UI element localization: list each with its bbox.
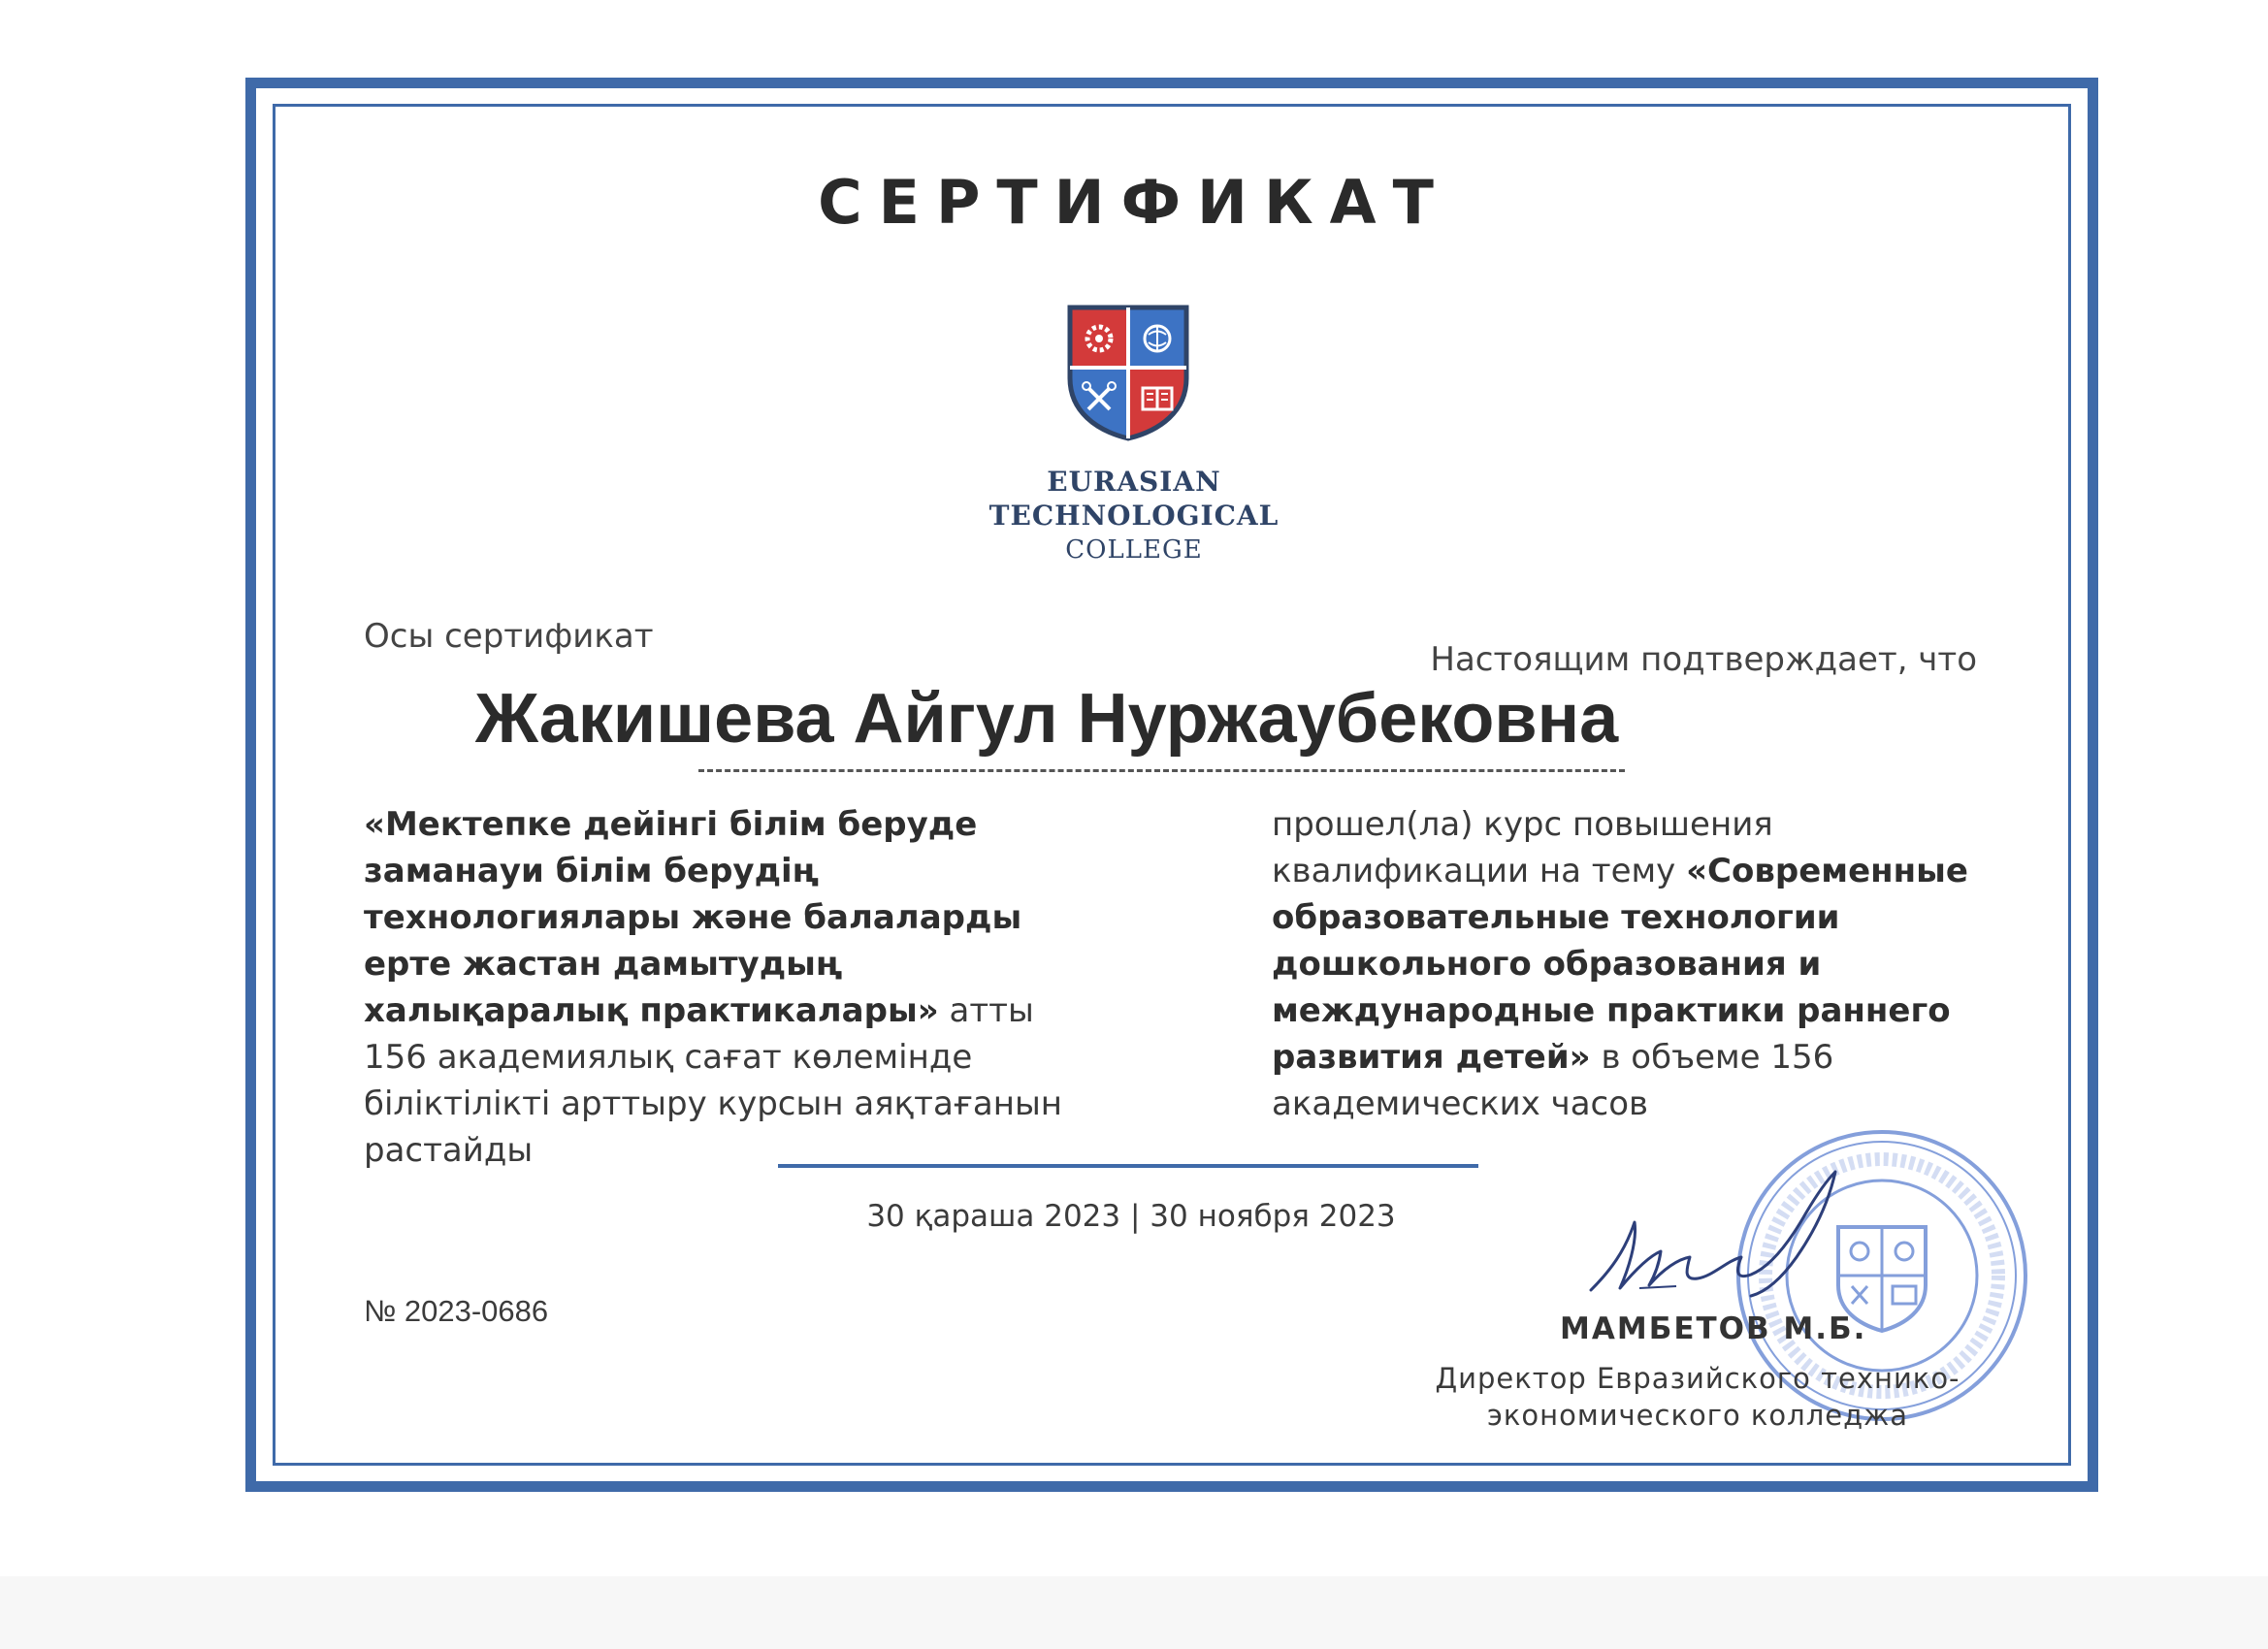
kazakh-course-title: «Мектепке дейінгі білім беруде заманауи білім берудің технологиялары және балаларды ерте жастан дамытудың халықаралық практикалары» [364,805,1022,1030]
logo-line-3: COLLEGE [1065,535,1203,565]
russian-course-title: «Современные образовательные технологии дошкольного образования и международные практики раннего развития детей» [1272,852,1968,1077]
signatory-name: МАМБЕТОВ М.Б. [1560,1311,1867,1346]
kazakh-description [364,801,1101,1174]
issue-date: 30 қараша 2023 | 30 ноября 2023 [866,1199,1396,1234]
college-crest-icon [1065,303,1191,443]
russian-description-lead: прошел(ла) курс повышения квалификации на тему [1272,805,1773,890]
russian-description-rest: в объеме 156 академических часов [1272,1038,1834,1123]
signatory-role [1426,1360,1969,1434]
certificate-number: № 2023-0686 [364,1294,549,1328]
logo-line-2: TECHNOLOGICAL [988,500,1280,532]
intro-russian: Настоящим подтверждает, что [1430,640,1977,679]
kazakh-description-rest: атты 156 академиялық сағат көлемінде біліктілікті арттыру курсын аяқтағанын растайды [364,991,1063,1170]
certificate-title: СЕРТИФИКАТ [818,167,1450,238]
divider-line [778,1164,1478,1168]
signatory-role-line-2: экономического колледжа [1486,1399,1909,1432]
name-underline [698,769,1625,772]
logo-line-1: EURASIAN [1047,466,1221,498]
director-signature [1581,1164,1853,1300]
recipient-name: Жакишева Айгул Нуржаубековна [474,680,1619,758]
signatory-role-line-1: Директор Евразийского технико- [1435,1362,1960,1395]
intro-kazakh: Осы сертификат [364,617,654,656]
russian-description [1272,801,1970,1127]
scan-edge [0,1576,2268,1649]
